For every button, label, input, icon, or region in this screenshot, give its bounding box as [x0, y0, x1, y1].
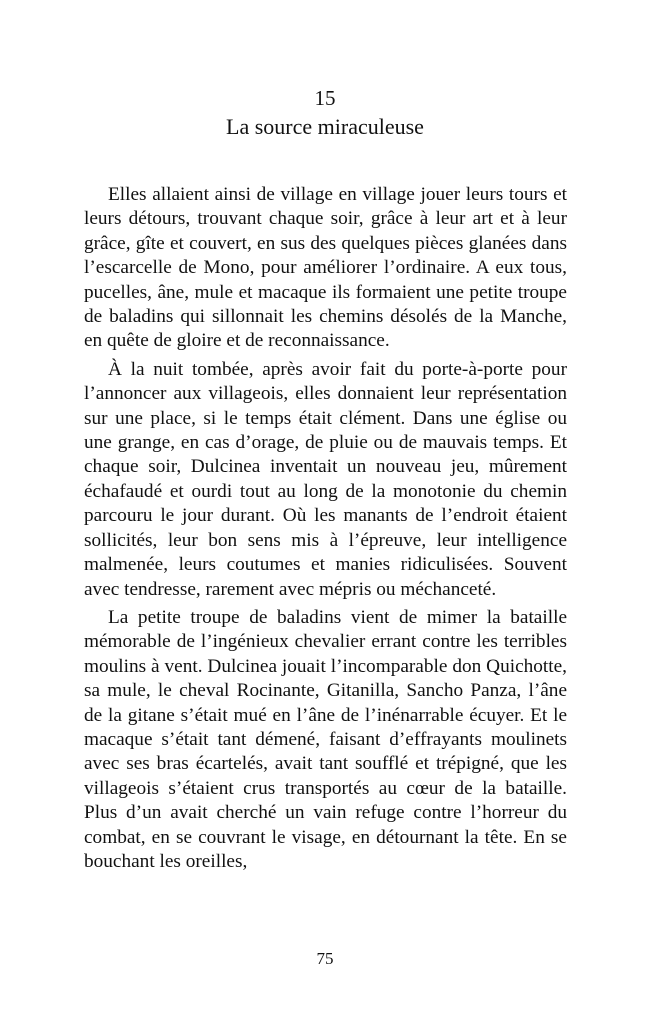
paragraph: À la nuit tombée, après avoir fait du porte-à-porte pour l’annoncer aux villageois, elles donnaient leur représentation sur une place, si le temps était clément. Dans une église ou une grange, en cas d’orage, de pluie ou de mauvais temps. Et chaque soir, Dulcinea inventait un nouveau jeu, mûrement échafaudé et ourdi tout au long de la monotonie du chemin parcouru le jour durant. Où les manants de l’endroit étaient sollicités, leur bon sens mis à l’épreuve, leur intelligence malmenée, leurs coutumes et manies ridiculisées. Souvent avec tendresse, rarement avec mépris ou méchanceté. — [84, 358, 567, 600]
chapter-title: La source miraculeuse — [226, 114, 424, 139]
page-number: 75 — [316, 949, 334, 968]
chapter-body — [84, 183, 567, 878]
chapter-number: 15 — [314, 86, 336, 110]
paragraph: Elles allaient ainsi de village en village jouer leurs tours et leurs détours, trouvant chaque soir, grâce à leur art et à leur grâce, gîte et couvert, en sus des quelques pièces glanées dans l’escarcelle de Mono, pour améliorer l’ordinaire. A eux tous, pucelles, âne, mule et macaque ils formaient une petite troupe de baladins qui sillonnait les chemins désolés de la Manche, en quête de gloire et de reconnaissance. — [84, 184, 567, 352]
paragraph: La petite troupe de baladins vient de mimer la bataille mémorable de l’ingénieux chevalier errant contre les terribles moulins à vent. Dulcinea jouait l’incomparable don Quichotte, sa mule, le cheval Rocinante, Gitanilla, Sancho Panza, l’âne de la gitane s’était mué en l’âne de l’inénarrable écuyer. Et le macaque s’était tant démené, faisant d’effrayants moulinets avec ses bras écartelés, avait tant soufflé et trépigné, que les villageois s’étaient crus transportés au cœur de la bataille. Plus d’un avait cherché un vain refuge contre l’horreur du combat, en se couvrant le visage, en détournant la tête. En se bouchant les oreilles, — [84, 606, 567, 872]
